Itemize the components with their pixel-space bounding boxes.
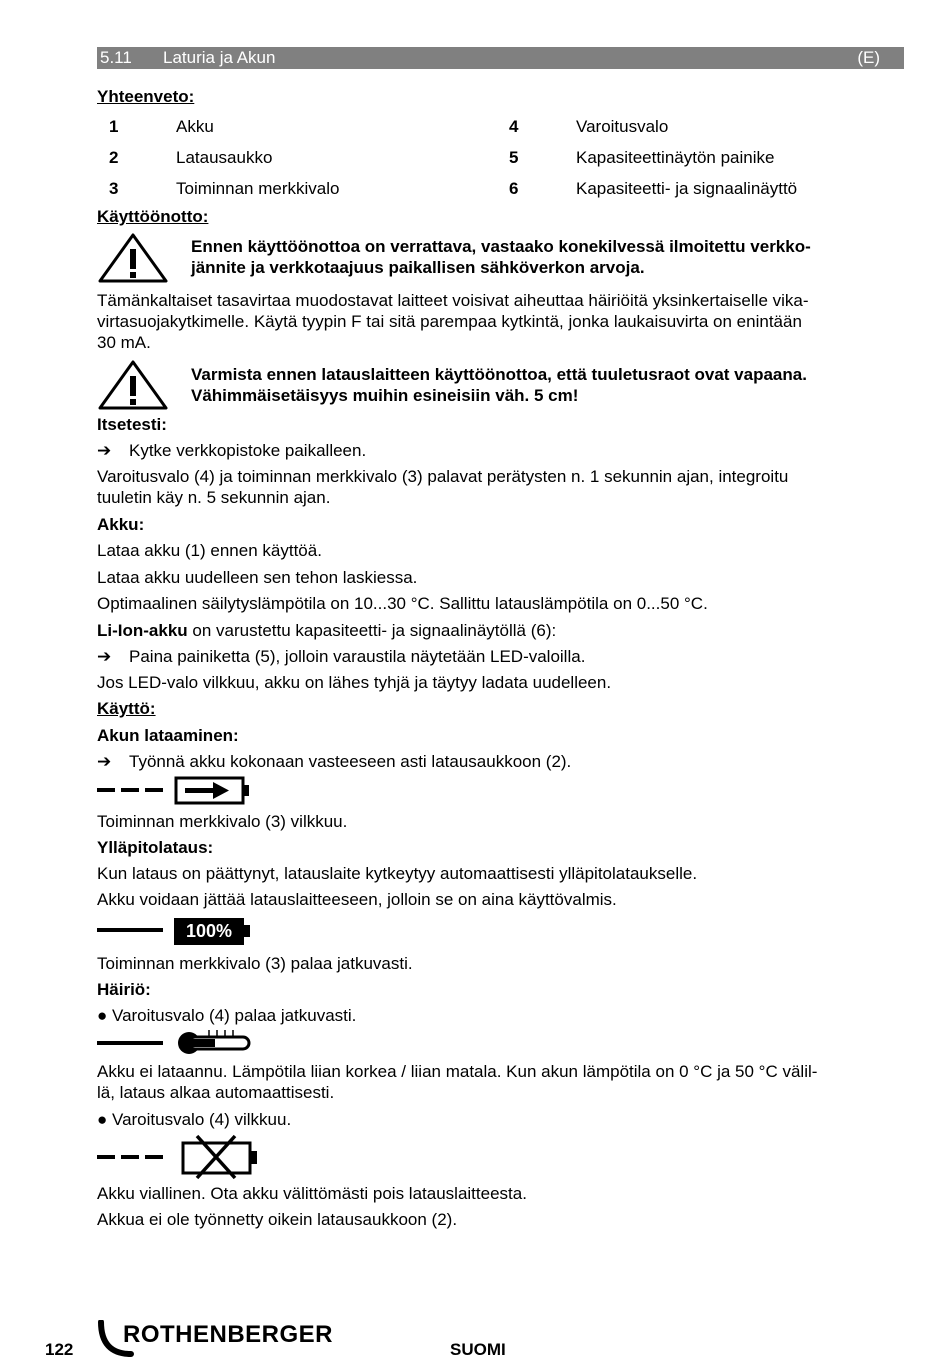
item-number: 1 xyxy=(109,117,119,136)
charging-result: Toiminnan merkkivalo (3) vilkkuu. xyxy=(97,812,348,831)
warning-line: jännite ja verkkotaajuus paikallisen sähköverkon arvoja. xyxy=(191,258,645,277)
battery-step xyxy=(97,646,897,667)
item-label: Kapasiteettinäytön painike xyxy=(576,148,775,167)
arrow-right-icon: ➔ xyxy=(97,647,112,666)
maintenance-result: Toiminnan merkkivalo (3) palaa jatkuvasti. xyxy=(97,954,413,973)
full-battery-label: 100% xyxy=(174,918,244,945)
charging-heading: Akun lataaminen: xyxy=(97,726,239,745)
rothenberger-logo xyxy=(97,1320,347,1360)
arrow-right-icon: ➔ xyxy=(97,441,112,460)
section-title: Laturia ja Akun xyxy=(163,48,276,67)
charging-battery-icon xyxy=(97,776,257,806)
paragraph-line: tuuletin käy n. 5 sekunnin ajan. xyxy=(97,488,331,507)
commissioning-heading: Käyttöönotto: xyxy=(97,207,209,226)
selftest-paragraph xyxy=(97,466,897,508)
item-label: Akku xyxy=(176,117,214,136)
maintenance-line: Kun lataus on päättynyt, latauslaite kytkeytyy automaattisesti ylläpitolataukselle. xyxy=(97,864,698,883)
battery-line: Lataa akku (1) ennen käyttöä. xyxy=(97,541,322,560)
fault-heading: Häiriö: xyxy=(97,980,151,999)
thermometer-icon xyxy=(97,1029,267,1057)
operation-heading: Käyttö: xyxy=(97,699,156,718)
liion-line xyxy=(97,620,897,641)
warning-line: Varmista ennen latauslaitteen käyttöönottoa, että tuuletusraot ovat vapaana. xyxy=(191,365,807,384)
step-text: Kytke verkkopistoke paikalleen. xyxy=(129,441,367,460)
fault-bullet: ● Varoitusvalo (4) palaa jatkuvasti. xyxy=(97,1006,357,1025)
charging-step xyxy=(97,751,897,772)
overview-row xyxy=(97,147,904,169)
step-text: Paina painiketta (5), jolloin varaustila näytetään LED-valoilla. xyxy=(129,647,586,666)
battery-line: Jos LED-valo vilkkuu, akku on lähes tyhjä ja täytyy ladata uudelleen. xyxy=(97,673,612,692)
overview-row xyxy=(97,116,904,138)
battery-line: Lataa akku uudelleen sen tehon laskiessa. xyxy=(97,568,418,587)
liion-text: on varustettu kapasiteetti- ja signaalinäytöllä (6): xyxy=(187,621,557,640)
item-label: Latausaukko xyxy=(176,148,273,167)
section-code: (E) xyxy=(857,48,880,67)
rcd-paragraph xyxy=(97,290,897,353)
paragraph-line: Varoitusvalo (4) ja toiminnan merkkivalo (3) palavat perätysten n. 1 sekunnin ajan, integroitu xyxy=(97,467,789,486)
item-label: Varoitusvalo xyxy=(576,117,669,136)
item-number: 2 xyxy=(109,148,119,167)
language-label: SUOMI xyxy=(450,1340,506,1359)
defective-battery-icon xyxy=(97,1134,267,1180)
overview-heading: Yhteenveto: xyxy=(97,87,195,106)
warning-text xyxy=(191,236,891,278)
arrow-right-icon: ➔ xyxy=(97,752,112,771)
paragraph-line: virtasuojakytkimelle. Käytä tyypin F tai sitä parempaa kytkintä, jonka laukaisuvirta on enintään xyxy=(97,312,802,331)
battery-line: Optimaalinen säilytyslämpötila on 10...30 °C. Sallittu latauslämpötila on 0...50 °C. xyxy=(97,594,708,613)
battery-heading: Akku: xyxy=(97,515,145,534)
selftest-heading: Itsetesti: xyxy=(97,415,167,434)
item-number: 5 xyxy=(509,148,519,167)
paragraph-line: 30 mA. xyxy=(97,333,151,352)
warning-text xyxy=(191,364,891,406)
warning-line: Vähimmäisetäisyys muihin esineisiin väh. 5 cm! xyxy=(191,386,579,405)
logo-text: ROTHENBERGER xyxy=(123,1321,334,1348)
item-number: 4 xyxy=(509,117,519,136)
fault-bullet: ● Varoitusvalo (4) vilkkuu. xyxy=(97,1110,292,1129)
maintenance-line: Akku voidaan jättää latauslaitteeseen, jolloin se on aina käyttövalmis. xyxy=(97,890,617,909)
liion-label: Li-Ion-akku xyxy=(97,621,188,640)
item-number: 3 xyxy=(109,179,119,198)
selftest-step xyxy=(97,440,897,461)
item-number: 6 xyxy=(509,179,519,198)
temperature-paragraph xyxy=(97,1061,897,1103)
item-label: Toiminnan merkkivalo xyxy=(176,179,340,198)
full-battery-icon xyxy=(97,916,257,946)
overview-row xyxy=(97,178,904,200)
warning-line: Ennen käyttöönottoa on verrattava, vastaako konekilvessä ilmoitettu verkko- xyxy=(191,237,811,256)
page-number: 122 xyxy=(45,1340,74,1359)
paragraph-line: Akku ei lataannu. Lämpötila liian korkea / liian matala. Kun akun lämpötila on 0 °C ja 50 °C välil- xyxy=(97,1062,818,1081)
paragraph-line: lä, lataus alkaa automaattisesti. xyxy=(97,1083,335,1102)
step-text: Työnnä akku kokonaan vasteeseen asti latausaukkoon (2). xyxy=(129,752,572,771)
section-header xyxy=(97,47,904,69)
warning-icon xyxy=(97,232,169,284)
maintenance-heading: Ylläpitolataus: xyxy=(97,838,214,857)
warning-icon xyxy=(97,359,169,411)
defect-line: Akku viallinen. Ota akku välittömästi pois latauslaitteesta. xyxy=(97,1184,527,1203)
defect-line: Akkua ei ole työnnetty oikein latausaukkoon (2). xyxy=(97,1210,458,1229)
item-label: Kapasiteetti- ja signaalinäyttö xyxy=(576,179,798,198)
paragraph-line: Tämänkaltaiset tasavirtaa muodostavat laitteet voisivat aiheuttaa häiriöitä yksinkertaiselle vika- xyxy=(97,291,809,310)
section-number: 5.11 xyxy=(100,48,132,67)
